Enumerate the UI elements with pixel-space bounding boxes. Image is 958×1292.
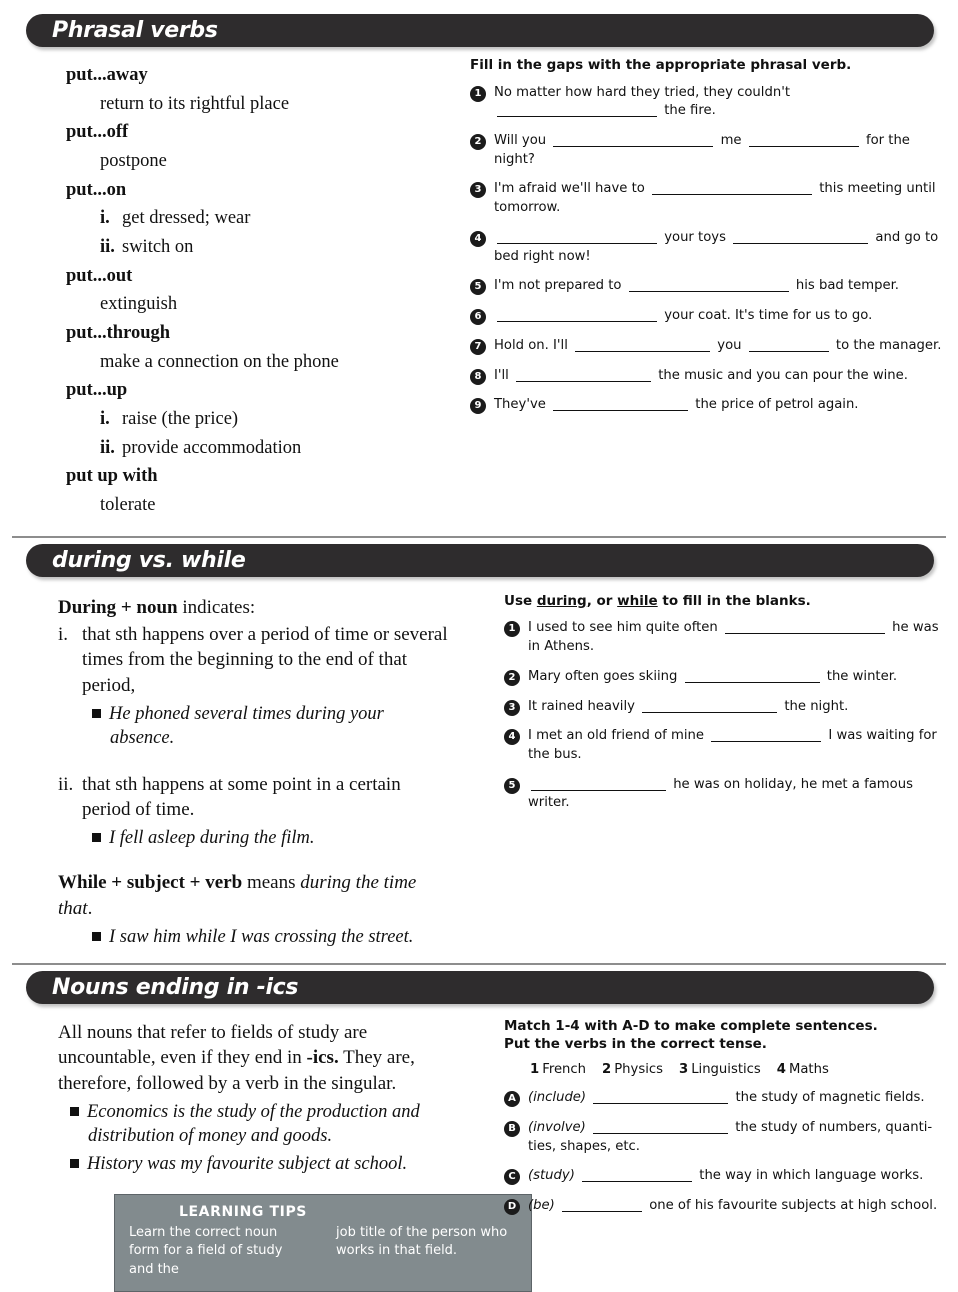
exercise-item[interactable] [504, 1167, 950, 1186]
square-bullet-icon [92, 709, 101, 718]
definition-numeral: ii. [100, 437, 115, 458]
item-number-badge: 9 [470, 398, 486, 414]
exercise-instruction [504, 593, 950, 611]
subject-entry [530, 1062, 586, 1077]
item-verb-prompt: (study) [528, 1168, 575, 1184]
section-nouns-ics [0, 949, 958, 1292]
subject-entry [777, 1062, 829, 1077]
answer-blank[interactable] [497, 116, 657, 117]
rule-meaning: during the time that [58, 872, 417, 919]
answer-blank[interactable] [685, 682, 820, 683]
rule-point [58, 622, 450, 698]
item-segment: It rained heavily [528, 698, 635, 714]
item-text [528, 727, 950, 764]
item-segment: I met an old friend of mine [528, 728, 704, 744]
reference-term: put up with [66, 466, 158, 487]
rule-example [58, 1152, 450, 1176]
answer-blank[interactable] [749, 351, 829, 352]
exercise-item[interactable] [504, 619, 950, 656]
rule-statement [58, 1020, 450, 1096]
section-header-bar [26, 544, 934, 577]
item-number-badge: 2 [504, 670, 520, 686]
section-during-while [0, 520, 958, 949]
definition-numeral: i. [100, 409, 110, 430]
item-segment: I'm not prepared to [494, 278, 622, 294]
rule-example [58, 925, 450, 949]
answer-blank[interactable] [642, 712, 777, 713]
section-phrasal-verbs [0, 0, 958, 520]
item-segment: I'll [494, 367, 509, 383]
definition-text: switch on [122, 237, 194, 258]
reference-column [0, 47, 460, 520]
item-text [528, 1089, 950, 1108]
item-letter-badge: D [504, 1199, 520, 1215]
item-segment: Will you [494, 133, 547, 149]
item-text [528, 698, 950, 717]
item-text [528, 619, 950, 656]
item-text [528, 1167, 950, 1186]
point-text: that sth happens at some point in a certain period of time. [82, 773, 401, 821]
reference-definition [66, 434, 450, 463]
reference-definition [66, 204, 450, 233]
subject-label: Maths [788, 1062, 829, 1078]
rule-lead [58, 595, 450, 620]
answer-blank[interactable] [553, 146, 713, 147]
item-segment: to the manager. [835, 337, 942, 353]
instruction-line-2: Put the verbs in the correct tense. [504, 1035, 767, 1052]
exercise-item[interactable] [470, 337, 950, 356]
item-number-badge: 7 [470, 339, 486, 355]
item-text [528, 668, 950, 687]
item-segment: I'm afraid we'll have to [494, 181, 645, 197]
answer-blank[interactable] [733, 243, 868, 244]
item-number-badge: 3 [470, 182, 486, 198]
item-number-badge: 5 [504, 778, 520, 794]
subject-list [504, 1062, 950, 1077]
square-bullet-icon [92, 932, 101, 941]
learning-tips-title: LEARNING TIPS [178, 1204, 307, 1220]
item-segment: for the night? [494, 133, 910, 167]
instruction-line-1: Match 1-4 with A-D to make complete sentences. [504, 1018, 878, 1035]
rule-example [58, 702, 450, 750]
item-letter-badge: C [504, 1169, 520, 1185]
exercise-item[interactable] [470, 229, 950, 266]
square-bullet-icon [92, 833, 101, 842]
definition-numeral: ii. [100, 237, 115, 258]
exercise-instruction: Fill in the gaps with the appropriate phrasal verb. [470, 57, 852, 73]
exercise-item[interactable] [504, 1089, 950, 1108]
definition-text: provide accommodation [122, 437, 302, 458]
exercise-item[interactable] [504, 668, 950, 687]
exercise-item[interactable] [470, 367, 950, 386]
item-number-badge: 8 [470, 369, 486, 385]
item-segment: and go to bed right now! [494, 229, 939, 264]
point-numeral: ii. [58, 773, 74, 795]
exercise-item[interactable] [504, 698, 950, 717]
answer-blank[interactable] [725, 633, 885, 634]
instruction-word-during: during [536, 592, 587, 609]
exercise-item[interactable] [470, 396, 950, 415]
answer-blank[interactable] [497, 321, 657, 322]
reference-term: put...on [66, 179, 127, 200]
exercise-item[interactable] [470, 132, 950, 169]
example-text: History was my favourite subject at school. [87, 1153, 408, 1174]
exercise-item[interactable] [504, 776, 950, 813]
section-header-bar [26, 971, 934, 1004]
item-segment: he was on holiday, he met a famous writer. [528, 776, 913, 811]
item-segment: his bad temper. [795, 278, 899, 294]
item-segment: the study of magnetic fields. [735, 1090, 925, 1106]
reference-definition: make a connection on the phone [100, 351, 339, 372]
rule-example [58, 1100, 450, 1148]
rule-lead-rest: indicates: [177, 596, 256, 618]
item-text [494, 84, 950, 121]
subject-number: 4 [776, 1062, 786, 1078]
exercise-column [460, 1004, 958, 1227]
rule-body-1: All nouns that refer to fields of study are uncountable, even if they end in [58, 1022, 368, 1069]
reference-term: put...through [66, 323, 171, 344]
answer-blank[interactable] [652, 194, 812, 195]
subject-entry [602, 1062, 663, 1077]
item-segment: the night. [784, 698, 849, 714]
section-columns [0, 1004, 958, 1292]
item-segment: the winter. [826, 668, 898, 684]
answer-blank[interactable] [497, 243, 657, 244]
exercise-item[interactable] [504, 1119, 950, 1156]
rule-lead-bold: During + noun [58, 596, 178, 618]
item-letter-badge: A [504, 1091, 520, 1107]
instruction-word-while: while [617, 592, 658, 609]
point-numeral: i. [58, 624, 69, 646]
example-text: Economics is the study of the production and distribution of money and goods. [87, 1101, 420, 1146]
rule-period: . [87, 897, 93, 919]
section-columns [0, 577, 958, 949]
exercise-column [460, 577, 958, 824]
item-segment: the fire. [664, 103, 716, 119]
answer-blank[interactable] [582, 1181, 692, 1182]
item-number-badge: 2 [470, 134, 486, 150]
answer-blank[interactable] [593, 1133, 728, 1134]
section-divider [12, 536, 946, 538]
item-number-badge: 1 [470, 86, 486, 102]
subject-label: Linguistics [691, 1062, 761, 1078]
item-segment: me [720, 133, 742, 149]
item-text [494, 307, 950, 326]
item-verb-prompt: (be) [528, 1198, 555, 1214]
example-text: He phoned several times during your absence. [109, 703, 384, 748]
item-segment: you [717, 337, 742, 353]
item-letter-badge: B [504, 1121, 520, 1137]
section-divider [12, 963, 946, 965]
item-verb-prompt: (involve) [528, 1119, 586, 1135]
exercise-item[interactable] [504, 727, 950, 764]
item-text [494, 337, 950, 356]
example-text: I fell asleep during the film. [109, 828, 315, 849]
rule-statement [58, 870, 450, 921]
section-title: Nouns ending in -ics [52, 975, 299, 1001]
item-text [494, 367, 950, 386]
definition-text: raise (the price) [122, 409, 239, 430]
reference-column [0, 1004, 508, 1292]
item-segment: Hold on. I'll [494, 337, 568, 353]
subject-label: French [542, 1062, 587, 1078]
answer-blank[interactable] [749, 146, 859, 147]
exercise-item[interactable] [470, 307, 950, 326]
exercise-item[interactable] [470, 277, 950, 296]
item-segment: I used to see him quite often [528, 620, 718, 636]
item-text [528, 1119, 950, 1156]
section-header-bar [26, 14, 934, 47]
reference-term: put...off [66, 122, 129, 143]
rule-body-2: They are, therefore, followed by a verb in the singular. [58, 1047, 415, 1094]
reference-term: put...out [66, 265, 133, 286]
exercise-column [460, 47, 958, 426]
item-number-badge: 4 [504, 729, 520, 745]
section-title: Phrasal verbs [52, 18, 218, 43]
item-number-badge: 1 [504, 621, 520, 637]
item-segment: They've [494, 397, 546, 413]
item-segment: your toys [664, 229, 726, 245]
reference-definition: tolerate [100, 495, 156, 516]
subject-number: 2 [602, 1062, 612, 1078]
example-text: I saw him while I was crossing the street. [109, 927, 414, 948]
item-segment: Mary often goes skiing [528, 668, 678, 684]
instruction-post: to fill in the blanks. [657, 592, 811, 609]
item-text [528, 776, 950, 813]
instruction-pre: Use [504, 592, 537, 609]
exercise-instruction [504, 1018, 950, 1053]
rule-point [58, 772, 450, 823]
instruction-mid: , or [586, 592, 618, 609]
answer-blank[interactable] [575, 351, 710, 352]
item-number-badge: 4 [470, 231, 486, 247]
point-text: that sth happens over a period of time or several times from the beginning to the end of that period, [82, 624, 448, 696]
item-segment: the way in which language works. [699, 1168, 924, 1184]
item-text [494, 277, 950, 296]
item-text [494, 180, 950, 217]
reference-term: put...up [66, 380, 128, 401]
learning-tips-body [129, 1224, 517, 1279]
reference-definition [66, 405, 450, 434]
answer-blank[interactable] [531, 790, 666, 791]
rule-formula: While + subject + verb [58, 872, 243, 894]
exercise-item[interactable] [470, 84, 950, 121]
rule-connector: means [242, 872, 301, 894]
item-segment: No matter how hard they tried, they couldn't [494, 84, 790, 100]
reference-column [0, 577, 460, 949]
item-segment: I was waiting for the bus. [528, 728, 937, 762]
section-columns [0, 47, 958, 520]
answer-blank[interactable] [553, 410, 688, 411]
subject-label: Physics [614, 1062, 663, 1078]
item-segment: the music and you can pour the wine. [658, 367, 908, 383]
square-bullet-icon [70, 1159, 79, 1168]
learning-tips-column-right: job title of the person who works in that field. [336, 1225, 508, 1259]
item-segment: one of his favourite subjects at high school. [649, 1198, 938, 1214]
definition-numeral: i. [100, 208, 110, 229]
answer-blank[interactable] [629, 291, 789, 292]
square-bullet-icon [70, 1107, 79, 1116]
answer-blank[interactable] [516, 381, 651, 382]
item-text [494, 132, 950, 169]
item-text [494, 396, 950, 415]
subject-number: 3 [679, 1062, 689, 1078]
definition-text: get dressed; wear [122, 208, 251, 229]
item-segment: your coat. It's time for us to go. [664, 308, 873, 324]
reference-definition: return to its rightful place [100, 93, 290, 114]
exercise-item[interactable] [470, 180, 950, 217]
item-number-badge: 5 [470, 279, 486, 295]
answer-blank[interactable] [562, 1211, 642, 1212]
item-segment: the study of numbers, quanti-ties, shapes, etc. [528, 1119, 933, 1154]
answer-blank[interactable] [593, 1103, 728, 1104]
item-number-badge: 3 [504, 700, 520, 716]
item-segment: this meeting until tomorrow. [494, 181, 936, 216]
reference-definition: extinguish [100, 294, 178, 315]
rule-example [58, 826, 450, 850]
reference-definition: postpone [100, 151, 167, 172]
learning-tips-column-left: Learn the correct noun form for a field of study and the [129, 1225, 283, 1277]
item-segment: he was in Athens. [528, 620, 939, 655]
rule-body-bold: -ics. [306, 1047, 339, 1069]
reference-term: put...away [66, 65, 148, 85]
item-text [494, 229, 950, 266]
item-number-badge: 6 [470, 309, 486, 325]
subject-entry [679, 1062, 761, 1077]
section-title: during vs. while [52, 547, 246, 573]
reference-definition [66, 233, 450, 262]
answer-blank[interactable] [711, 741, 821, 742]
item-verb-prompt: (include) [528, 1090, 587, 1106]
item-segment: the price of petrol again. [695, 397, 859, 413]
subject-number: 1 [530, 1062, 540, 1078]
